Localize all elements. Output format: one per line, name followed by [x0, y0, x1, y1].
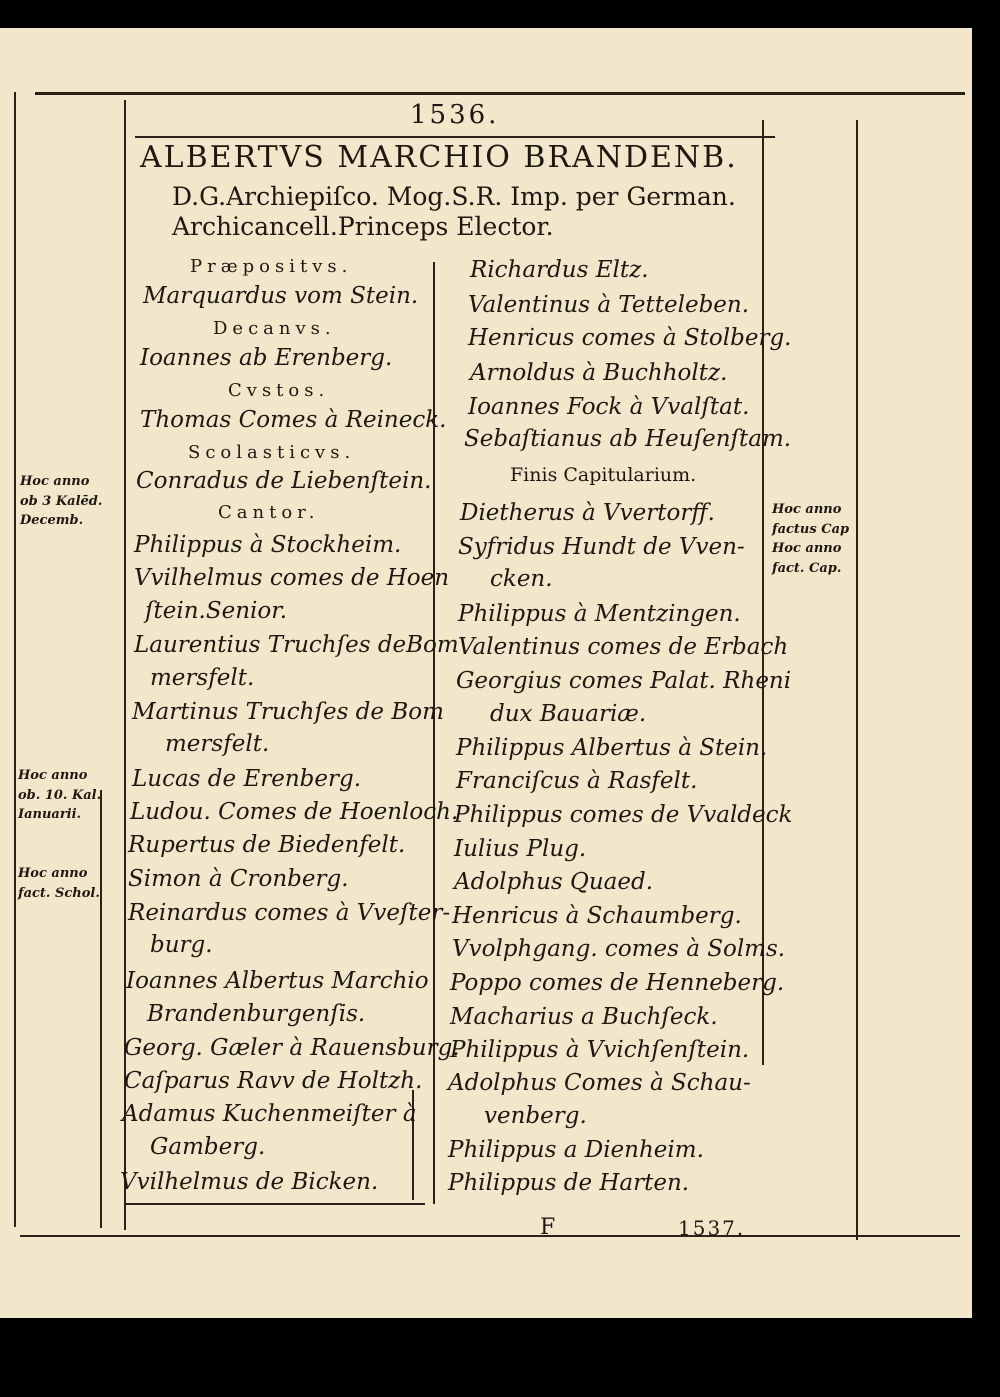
heading-cantor: Cantor.: [218, 502, 320, 523]
bottom-left-short-rule: [125, 1203, 425, 1205]
left-entry: mersfelt.: [150, 665, 255, 691]
center-column-line: [433, 262, 435, 1204]
left-entry: Conradus de Liebenſtein.: [136, 468, 432, 494]
signature-mark: F: [540, 1215, 556, 1240]
heading-scolasticus: Scolasticvs.: [188, 442, 356, 463]
right-entry: cken.: [490, 566, 553, 592]
left-entry: Lucas de Erenberg.: [132, 766, 362, 792]
right-entry: Vvolphgang. comes à Solms.: [452, 936, 786, 962]
left-entry: Simon à Cronberg.: [128, 866, 349, 892]
right-entry: Adolphus Comes à Schau-: [448, 1070, 751, 1096]
right-entry: Iulius Plug.: [454, 836, 587, 862]
right-entry: Ioannes Fock à Vvalſtat.: [468, 394, 750, 420]
top-rule: [35, 92, 965, 95]
title-line-1: ALBERTVS MARCHIO BRANDENB.: [140, 140, 738, 175]
heading-praepositus: Præpositvs.: [190, 256, 353, 277]
left-entry: Ioannes Albertus Marchio: [126, 968, 429, 994]
left-entry: Laurentius Truchſes deBom: [134, 632, 459, 658]
catchword-year: 1537.: [678, 1216, 746, 1240]
finis-capitularium: Finis Capitularium.: [510, 464, 697, 486]
left-entry: Brandenburgenſis.: [147, 1001, 366, 1027]
right-entry: Syfridus Hundt de Vven-: [458, 534, 745, 560]
right-entry: Philippus à Vvichſenſtein.: [450, 1037, 750, 1063]
title-rule: [135, 136, 775, 138]
page-year-top: 1536.: [410, 100, 500, 130]
left-entry: Thomas Comes à Reineck.: [140, 407, 447, 433]
right-entry: Valentinus comes de Erbach: [458, 634, 789, 660]
right-entry: Valentinus à Tetteleben.: [468, 292, 750, 318]
left-entry: Martinus Truchſes de Bom: [132, 699, 444, 725]
right-entry: Macharius a Buchſeck.: [450, 1004, 718, 1030]
left-entry: Gamberg.: [150, 1134, 266, 1160]
left-entry: Reinardus comes à Vveſter-: [128, 900, 451, 926]
left-entry: Rupertus de Biedenfelt.: [128, 832, 406, 858]
right-entry: Dietherus à Vvertorff.: [460, 500, 715, 526]
left-entry: Ludou. Comes de Hoenloch.: [130, 799, 459, 825]
left-entry: Marquardus vom Stein.: [143, 283, 419, 309]
left-entry: ſtein.Senior.: [145, 598, 288, 624]
right-entry: Philippus Albertus à Stein.: [456, 735, 768, 761]
left-entry: mersfelt.: [165, 731, 270, 757]
left-entry: Caſparus Ravv de Holtzh.: [124, 1068, 423, 1094]
left-entry: Georg. Gæler à Rauensburg.: [124, 1035, 460, 1061]
margin-note-left-1: Hoc anno ob 3 Kalēd. Decemb.: [20, 474, 103, 528]
margin-note-right-1: Hoc anno factus Cap Hoc anno fact. Cap.: [772, 502, 850, 576]
right-entry: Philippus de Harten.: [448, 1170, 690, 1196]
left-entry: burg.: [150, 932, 213, 958]
margin-note-left-2: Hoc anno ob. 10. Kal. Ianuarii.: [18, 768, 102, 822]
right-entry: Philippus comes de Vvaldeck: [454, 802, 793, 828]
right-entry: venberg.: [484, 1103, 587, 1129]
right-entry: dux Bauariæ.: [490, 701, 647, 727]
right-entry: Arnoldus à Buchholtz.: [470, 360, 728, 386]
left-margin-line: [14, 92, 16, 1227]
left-entry: Adamus Kuchenmeiſter à: [122, 1101, 417, 1127]
heading-custos: Cvstos.: [228, 380, 330, 401]
inner-left-line: [100, 790, 102, 1228]
right-entry: Richardus Eltz.: [470, 257, 649, 283]
margin-note-left-3: Hoc anno fact. Schol.: [18, 866, 100, 901]
right-entry: Philippus a Dienheim.: [448, 1137, 704, 1163]
left-entry: Vvilhelmus de Bicken.: [120, 1169, 379, 1195]
right-entry: Franciſcus à Rasfelt.: [456, 768, 698, 794]
right-entry: Sebaſtianus ab Heuſenſtam.: [464, 426, 792, 452]
bottom-rule: [20, 1235, 960, 1237]
right-entry: Philippus à Mentzingen.: [458, 601, 741, 627]
left-entry: Philippus à Stockheim.: [134, 532, 402, 558]
right-entry: Henricus à Schaumberg.: [452, 903, 742, 929]
left-entry: Vvilhelmus comes de Hoen: [134, 565, 450, 591]
far-right-line: [856, 120, 858, 1240]
right-entry: Henricus comes à Stolberg.: [468, 325, 792, 351]
right-column-line: [762, 120, 764, 1065]
title-line-2: D.G.Archiepiſco. Mog.S.R. Imp. per German.: [172, 182, 736, 211]
right-entry: Georgius comes Palat. Rheni: [456, 668, 792, 694]
left-entry: Ioannes ab Erenberg.: [140, 345, 393, 371]
heading-decanus: Decanvs.: [213, 318, 336, 339]
title-line-3: Archicancell.Princeps Elector.: [172, 212, 554, 241]
right-entry: Adolphus Quaed.: [454, 869, 654, 895]
right-entry: Poppo comes de Henneberg.: [450, 970, 785, 996]
